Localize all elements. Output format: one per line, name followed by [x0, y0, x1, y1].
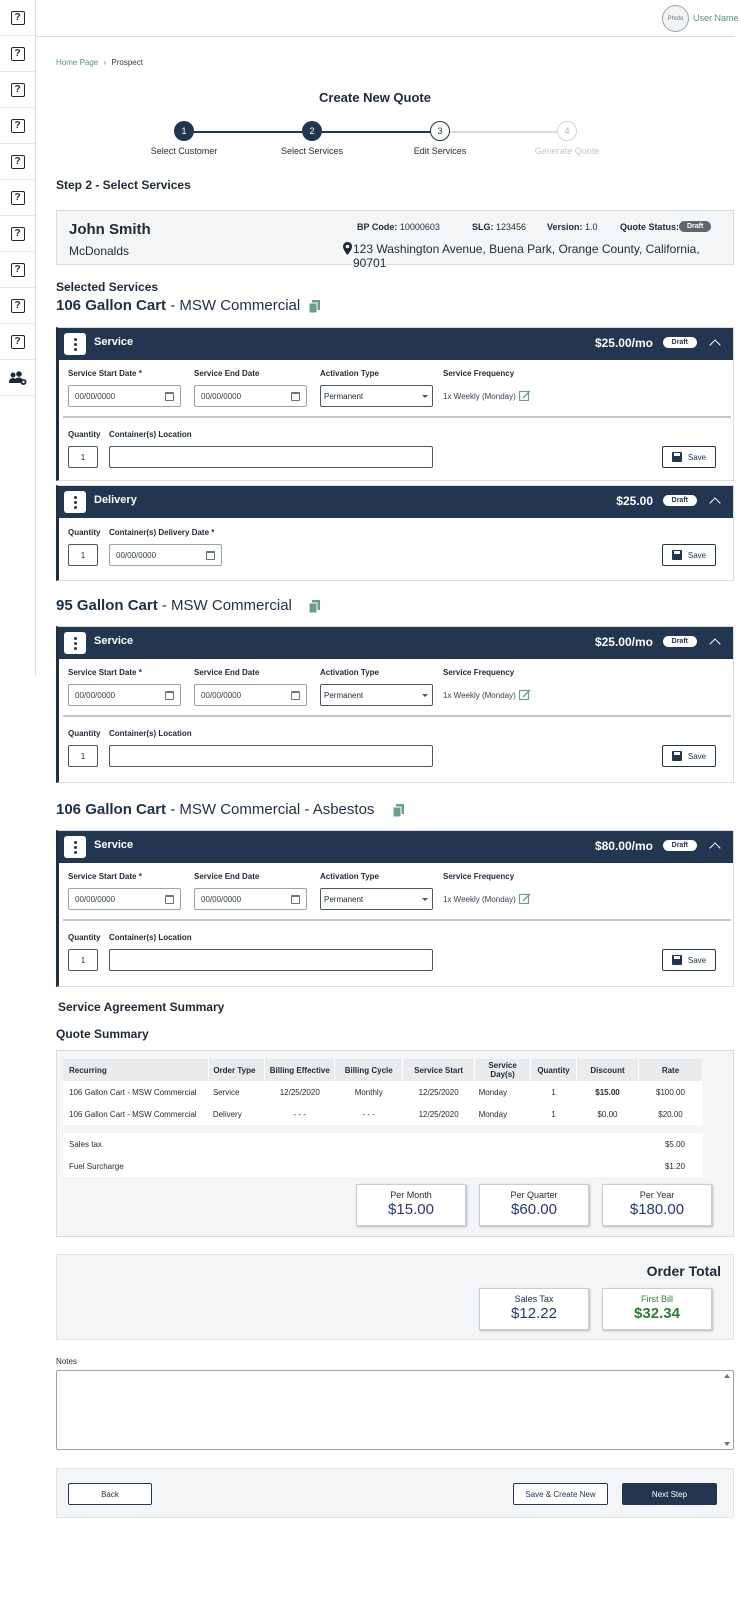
- column-header: Quantity: [531, 1059, 577, 1081]
- start-date-label: Service Start Date *: [68, 369, 142, 378]
- activation-type-select[interactable]: [320, 888, 433, 910]
- notes-textarea[interactable]: [56, 1370, 734, 1450]
- start-date-value: 00/00/0000: [75, 894, 116, 904]
- start-date-input[interactable]: [68, 888, 181, 910]
- breadcrumb-separator: ›: [103, 58, 107, 67]
- per-year-value: $180.00: [629, 1201, 685, 1218]
- customer-company: McDonalds: [69, 244, 130, 258]
- service-block: [56, 626, 734, 783]
- location-input[interactable]: [109, 446, 433, 468]
- table-header-row: [63, 1059, 703, 1081]
- sidebar-item-10[interactable]: [0, 324, 35, 360]
- divider: [63, 416, 731, 418]
- scroll-up-icon[interactable]: [724, 1374, 730, 1378]
- fee-row-fuel-surcharge: [63, 1155, 703, 1177]
- delivery-date-value: 00/00/0000: [116, 550, 157, 560]
- user-name[interactable]: User Name: [693, 13, 739, 23]
- sidebar-item-5[interactable]: [0, 144, 35, 180]
- help-icon: ?: [11, 119, 25, 133]
- save-label: Save: [687, 550, 707, 560]
- step-3-circle[interactable]: 3: [430, 121, 450, 141]
- breadcrumb-home[interactable]: Home Page: [56, 58, 99, 67]
- slg: [472, 222, 526, 232]
- divider: [63, 919, 731, 921]
- delivery-status-badge: Draft: [663, 495, 697, 506]
- map-pin-icon: [343, 242, 352, 255]
- delivery-price: $25.00: [616, 494, 653, 508]
- service-header: [59, 831, 733, 863]
- stepper-line-pending: [440, 131, 566, 133]
- start-date-value: 00/00/0000: [75, 690, 116, 700]
- chevron-up-icon[interactable]: [709, 842, 720, 853]
- delivery-date-input[interactable]: [109, 544, 222, 566]
- page-title: Create New Quote: [319, 90, 431, 105]
- table-cell: 1: [531, 1103, 577, 1125]
- help-icon: ?: [11, 191, 25, 205]
- quantity-label: Quantity: [68, 933, 101, 942]
- chevron-down-icon: [422, 898, 428, 901]
- fee-value: $5.00: [664, 1140, 685, 1149]
- help-icon: ?: [11, 11, 25, 25]
- service-status-badge: Draft: [663, 636, 697, 647]
- copy-icon[interactable]: [309, 300, 320, 313]
- help-icon: ?: [11, 227, 25, 241]
- service-header: [59, 328, 733, 360]
- table-cell: 106 Gallon Cart - MSW Commercial: [63, 1103, 209, 1125]
- location-label: Container(s) Location: [109, 933, 192, 942]
- table-cell: 106 Gallon Cart - MSW Commercial: [63, 1081, 209, 1103]
- product-title: [56, 297, 300, 314]
- activation-type-value: Permanent: [324, 894, 364, 904]
- service-title: Service: [94, 336, 134, 348]
- per-year-card: [602, 1184, 712, 1226]
- customer-name: John Smith: [69, 221, 151, 238]
- delivery-block: [56, 485, 734, 581]
- calendar-icon[interactable]: [291, 691, 300, 700]
- location-label: Container(s) Location: [109, 729, 192, 738]
- frequency-value: 1x Weekly (Monday): [443, 895, 516, 904]
- service-status-badge: Draft: [663, 840, 697, 851]
- table-cell: 12/25/2020: [403, 1081, 475, 1103]
- calendar-icon[interactable]: [291, 392, 300, 401]
- table-cell: Service: [209, 1081, 265, 1103]
- copy-icon[interactable]: [309, 600, 320, 613]
- notes-scrollbar[interactable]: [722, 1372, 732, 1448]
- service-header: [59, 627, 733, 659]
- frequency-label: Service Frequency: [443, 668, 515, 677]
- selected-services-heading: Selected Services: [56, 280, 159, 294]
- sidebar-item-team[interactable]: [0, 360, 35, 396]
- per-year-label: Per Year: [639, 1190, 675, 1200]
- quantity-input[interactable]: 1: [68, 544, 98, 566]
- service-price: $25.00/mo: [594, 336, 653, 350]
- delivery-date-label: Container(s) Delivery Date *: [109, 528, 215, 537]
- edit-icon[interactable]: [519, 893, 531, 904]
- save-icon: [672, 452, 682, 462]
- service-price: $25.00/mo: [594, 635, 653, 649]
- start-date-value: 00/00/0000: [75, 391, 116, 401]
- customer-card: [56, 210, 734, 270]
- table-cell: - - -: [265, 1103, 335, 1125]
- calendar-icon[interactable]: [165, 392, 174, 401]
- user-avatar[interactable]: [662, 5, 689, 32]
- copy-icon[interactable]: [393, 804, 404, 817]
- end-date-input[interactable]: [194, 888, 307, 910]
- sales-tax-label: Sales Tax: [514, 1294, 554, 1304]
- product-title: [56, 597, 292, 614]
- end-date-value: 00/00/0000: [201, 391, 242, 401]
- save-button[interactable]: [662, 745, 716, 767]
- version: [547, 222, 598, 232]
- sidebar-item-2[interactable]: [0, 36, 35, 72]
- table-cell: 12/25/2020: [265, 1081, 335, 1103]
- step-1-circle[interactable]: 1: [174, 121, 194, 141]
- top-bar: [36, 0, 735, 37]
- calendar-icon[interactable]: [165, 691, 174, 700]
- table-cell: $15.00: [577, 1081, 639, 1103]
- frequency-label: Service Frequency: [443, 369, 515, 378]
- end-date-label: Service End Date: [194, 668, 260, 677]
- bp-code: [357, 222, 440, 232]
- help-icon: ?: [11, 263, 25, 277]
- delivery-title: Delivery: [94, 494, 137, 506]
- product-suffix: - MSW Commercial - Asbestos: [166, 801, 375, 818]
- quote-summary-heading: Quote Summary: [56, 1027, 149, 1041]
- chevron-down-icon: [422, 694, 428, 697]
- quantity-input[interactable]: 1: [68, 949, 98, 971]
- activation-type-value: Permanent: [324, 690, 364, 700]
- sidebar-item-9[interactable]: [0, 288, 35, 324]
- product-name: 95 Gallon Cart: [56, 597, 158, 614]
- end-date-value: 00/00/0000: [201, 894, 242, 904]
- product-suffix: - MSW Commercial: [166, 297, 301, 314]
- frequency-label: Service Frequency: [443, 872, 515, 881]
- table-cell: $100.00: [638, 1081, 702, 1103]
- activation-type-select[interactable]: [320, 684, 433, 706]
- order-total-heading: Order Total: [646, 1263, 721, 1279]
- help-icon: ?: [11, 155, 25, 169]
- more-options-icon[interactable]: [64, 491, 86, 513]
- divider: [63, 715, 731, 717]
- agreement-heading: Service Agreement Summary: [58, 1000, 225, 1014]
- calendar-icon[interactable]: [206, 551, 215, 560]
- column-header: Recurring: [63, 1059, 209, 1081]
- fee-row-sales-tax: [63, 1133, 703, 1155]
- table-cell: 12/25/2020: [403, 1103, 475, 1125]
- breadcrumb-current: Prospect: [111, 58, 143, 67]
- version-label: Version:: [547, 222, 583, 232]
- product-suffix: - MSW Commercial: [157, 597, 292, 614]
- table-cell: Delivery: [209, 1103, 265, 1125]
- start-date-input[interactable]: [68, 385, 181, 407]
- frequency-value: 1x Weekly (Monday): [443, 392, 516, 401]
- column-header: Rate: [638, 1059, 702, 1081]
- product-name: 106 Gallon Cart: [56, 801, 167, 818]
- location-input[interactable]: [109, 949, 433, 971]
- step-heading: Step 2 - Select Services: [56, 178, 191, 192]
- quantity-input[interactable]: 1: [68, 446, 98, 468]
- calendar-icon[interactable]: [291, 895, 300, 904]
- help-icon: ?: [11, 83, 25, 97]
- save-icon: [672, 550, 682, 560]
- back-button[interactable]: Back: [68, 1483, 152, 1505]
- first-bill-card: [602, 1288, 712, 1330]
- quote-status-badge: Draft: [679, 221, 711, 232]
- fee-value: $1.20: [664, 1162, 685, 1171]
- table-cell: $0.00: [577, 1103, 639, 1125]
- quantity-label: Quantity: [68, 729, 101, 738]
- table-row: [63, 1081, 703, 1103]
- order-total-panel: [56, 1254, 734, 1340]
- bp-code-label: BP Code:: [357, 222, 398, 232]
- step-1-label: Select Customer: [150, 146, 218, 156]
- save-create-new-button[interactable]: Save & Create New: [513, 1483, 608, 1505]
- calendar-icon[interactable]: [165, 895, 174, 904]
- quantity-label: Quantity: [68, 528, 101, 537]
- sidebar-item-4[interactable]: [0, 108, 35, 144]
- service-status-badge: Draft: [663, 337, 697, 348]
- service-block: [56, 327, 734, 481]
- start-date-label: Service Start Date *: [68, 668, 142, 677]
- start-date-label: Service Start Date *: [68, 872, 142, 881]
- edit-icon[interactable]: [519, 689, 531, 700]
- fee-label: Sales tax: [69, 1140, 102, 1149]
- end-date-input[interactable]: [194, 684, 307, 706]
- slg-label: SLG:: [472, 222, 494, 232]
- chevron-up-icon[interactable]: [709, 497, 720, 508]
- sidebar-item-7[interactable]: [0, 216, 35, 252]
- column-header: Discount: [577, 1059, 639, 1081]
- quote-summary-panel: [56, 1050, 734, 1237]
- team-gear-icon: [8, 370, 28, 386]
- more-options-icon[interactable]: [64, 632, 86, 654]
- more-options-icon[interactable]: [64, 836, 86, 858]
- column-header: Billing Effective: [265, 1059, 335, 1081]
- chevron-up-icon[interactable]: [709, 339, 720, 350]
- table-row: [63, 1103, 703, 1125]
- table-cell: Monday: [475, 1103, 531, 1125]
- chevron-up-icon[interactable]: [709, 638, 720, 649]
- save-button[interactable]: [662, 949, 716, 971]
- location-input[interactable]: [109, 745, 433, 767]
- product-name: 106 Gallon Cart: [56, 297, 167, 314]
- per-quarter-card: [479, 1184, 589, 1226]
- sales-tax-card: [479, 1288, 589, 1330]
- next-step-button[interactable]: Next Step: [622, 1483, 717, 1505]
- service-title: Service: [94, 635, 134, 647]
- notes-label: Notes: [56, 1357, 77, 1366]
- step-4-label: Generate Quote: [534, 146, 600, 156]
- location-label: Container(s) Location: [109, 430, 192, 439]
- save-button[interactable]: [662, 446, 716, 468]
- end-date-input[interactable]: [194, 385, 307, 407]
- activation-type-label: Activation Type: [320, 668, 379, 677]
- step-3-label: Edit Services: [413, 146, 467, 156]
- step-2-circle[interactable]: 2: [302, 121, 322, 141]
- save-label: Save: [687, 452, 707, 462]
- per-quarter-label: Per Quarter: [510, 1190, 558, 1200]
- save-label: Save: [687, 751, 707, 761]
- save-label: Save: [687, 955, 707, 965]
- per-quarter-value: $60.00: [511, 1201, 557, 1218]
- bp-code-value: 10000603: [399, 222, 440, 232]
- sidebar-item-8[interactable]: [0, 252, 35, 288]
- step-2-label: Select Services: [280, 146, 344, 156]
- chevron-down-icon: [422, 395, 428, 398]
- column-header: Billing Cycle: [335, 1059, 403, 1081]
- version-value: 1.0: [585, 222, 598, 232]
- activation-type-label: Activation Type: [320, 369, 379, 378]
- edit-icon[interactable]: [519, 390, 531, 401]
- help-icon: ?: [11, 47, 25, 61]
- customer-address: 123 Washington Avenue, Buena Park, Orange County, California, 90701: [353, 242, 700, 270]
- fee-label: Fuel Surcharge: [69, 1162, 124, 1171]
- start-date-input[interactable]: [68, 684, 181, 706]
- frequency-value: 1x Weekly (Monday): [443, 691, 516, 700]
- end-date-label: Service End Date: [194, 369, 260, 378]
- per-month-label: Per Month: [390, 1190, 432, 1200]
- service-price: $80.00/mo: [594, 839, 653, 853]
- column-header: Service Start: [403, 1059, 475, 1081]
- end-date-label: Service End Date: [194, 872, 260, 881]
- per-month-card: [356, 1184, 466, 1226]
- save-icon: [672, 751, 682, 761]
- end-date-value: 00/00/0000: [201, 690, 242, 700]
- quantity-label: Quantity: [68, 430, 101, 439]
- footer-actions: [56, 1468, 734, 1518]
- quote-status: [620, 222, 679, 232]
- activation-type-label: Activation Type: [320, 872, 379, 881]
- sidebar-item-1[interactable]: [0, 0, 35, 36]
- save-button[interactable]: [662, 544, 716, 566]
- activation-type-value: Permanent: [324, 391, 364, 401]
- table-cell: $20.00: [638, 1103, 702, 1125]
- table-cell: - - -: [335, 1103, 403, 1125]
- quote-status-label: Quote Status:: [620, 222, 680, 232]
- per-month-value: $15.00: [388, 1201, 434, 1218]
- help-icon: ?: [11, 335, 25, 349]
- save-icon: [672, 955, 682, 965]
- scroll-down-icon[interactable]: [724, 1442, 730, 1446]
- avatar-text: Photo: [667, 15, 684, 22]
- more-options-icon[interactable]: [64, 333, 86, 355]
- step-4-circle: 4: [557, 121, 577, 141]
- activation-type-select[interactable]: [320, 385, 433, 407]
- help-icon: ?: [11, 299, 25, 313]
- table-cell: Monday: [475, 1081, 531, 1103]
- service-title: Service: [94, 839, 134, 851]
- quote-summary-table: [63, 1059, 703, 1125]
- quantity-input[interactable]: 1: [68, 745, 98, 767]
- product-title: [56, 801, 374, 818]
- slg-value: 123456: [496, 222, 527, 232]
- column-header: Order Type: [209, 1059, 265, 1081]
- breadcrumb: [56, 58, 143, 67]
- first-bill-value: $32.34: [634, 1305, 680, 1322]
- column-header: Service Day(s): [475, 1059, 531, 1081]
- table-cell: 1: [531, 1081, 577, 1103]
- service-block: [56, 830, 734, 987]
- table-cell: Monthly: [335, 1081, 403, 1103]
- first-bill-label: First Bill: [641, 1294, 673, 1304]
- sidebar-item-6[interactable]: [0, 180, 35, 216]
- sales-tax-value: $12.22: [511, 1305, 557, 1322]
- delivery-header: [59, 486, 733, 518]
